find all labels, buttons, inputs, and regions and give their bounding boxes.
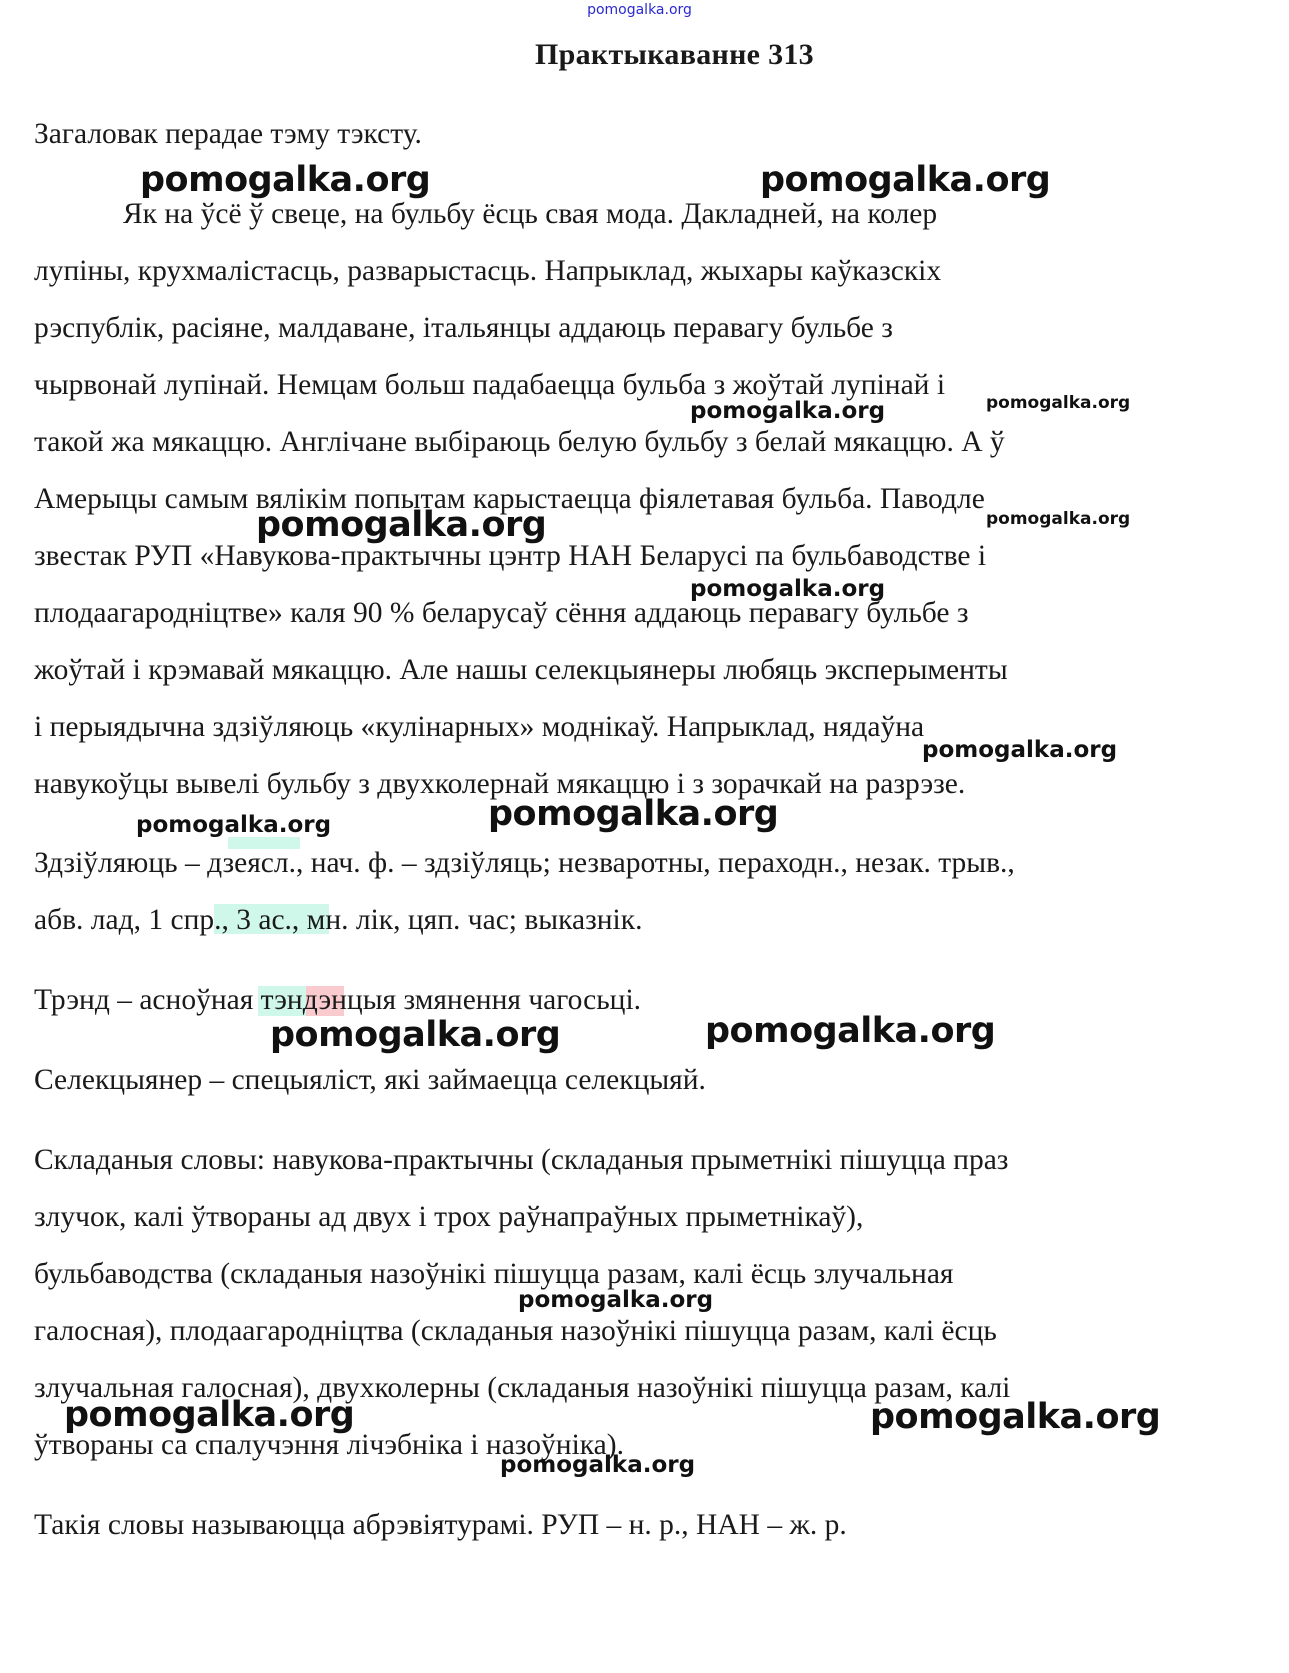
compound-words-line: злучок, калі ўтвораны ад двух і трох раўнапраўных прыметнікаў),	[34, 1201, 864, 1233]
watermark: pomogalka.org	[690, 576, 886, 602]
watermark: pomogalka.org	[986, 393, 1131, 413]
watermark: pomogalka.org	[136, 812, 332, 838]
text-line: чырвонай лупінай. Немцам больш падабаецца бульба з жоўтай лупінай і	[34, 369, 946, 401]
watermark: pomogalka.org	[922, 737, 1118, 763]
watermark: pomogalka.org	[870, 1397, 1161, 1437]
watermark: pomogalka.org	[690, 398, 886, 424]
watermark: pomogalka.org	[488, 794, 779, 834]
text-line: жоўтай і крэмавай мякаццю. Але нашы селекцыянеры любяць эксперыменты	[34, 654, 1008, 686]
watermark: pomogalka.org	[500, 1452, 696, 1478]
compound-words-line: ўтвораны са спалучэння лічэбніка і назоўніка).	[34, 1429, 624, 1461]
text-line: Як на ўсё ў свеце, на бульбу ёсць свая мода. Дакладней, на колер	[123, 198, 938, 230]
abbreviation-line: Такія словы называюцца абрэвіятурамі. РУП – н. р., НАН – ж. р.	[34, 1509, 847, 1541]
compound-words-line: Складаныя словы: навукова-практычны (складаныя прыметнікі пішуцца праз	[34, 1144, 1009, 1176]
definition-line: Селекцыянер – спецыяліст, які займаецца селекцыяй.	[34, 1064, 706, 1096]
text-line: Амерыцы самым вялікім попытам карыстаецца фіялетавая бульба. Паводле	[34, 483, 985, 515]
text-line: рэспублік, расіяне, малдаване, італьянцы аддаюць перавагу бульбе з	[34, 312, 893, 344]
text-line: плодаагародніцтве» каля 90 % беларусаў сёння аддаюць перавагу бульбе з	[34, 597, 969, 629]
compound-words-line: злучальная галосная), двухколерны (складаныя назоўнікі пішуцца разам, калі	[34, 1372, 1011, 1404]
watermark: pomogalka.org	[270, 1015, 561, 1055]
compound-words-line: галосная), плодаагародніцтва (складаныя назоўнікі пішуцца разам, калі ёсць	[34, 1315, 997, 1347]
watermark: pomogalka.org	[64, 1395, 355, 1435]
watermark: pomogalka.org	[760, 160, 1051, 200]
text-line: навукоўцы вывелі бульбу з двухколернай мякаццю і з зорачкай на разрэзе.	[34, 768, 966, 800]
watermark: pomogalka.org	[256, 505, 547, 545]
page-title: Практыкаванне 313	[535, 38, 814, 71]
watermark: pomogalka.org	[986, 509, 1131, 529]
text-line: лупіны, крухмалістасць, разварыстасць. Напрыклад, жыхары каўказскіх	[34, 255, 942, 287]
text-line: і перыядычна здзіўляюць «кулінарных» моднікаў. Напрыклад, нядаўна	[34, 711, 925, 743]
watermark: pomogalka.org	[140, 160, 431, 200]
watermark: pomogalka.org	[705, 1011, 996, 1051]
compound-words-line: бульбаводства (складаныя назоўнікі пішуцца разам, калі ёсць злучальная	[34, 1258, 954, 1290]
site-link[interactable]: pomogalka.org	[587, 2, 692, 18]
text-line: звестак РУП «Навукова-практычны цэнтр НАН Беларусі па бульбаводстве і	[34, 540, 987, 572]
morphology-line: абв. лад, 1 спр., 3 ас., мн. лік, цяп. час; выказнік.	[34, 904, 643, 936]
watermark: pomogalka.org	[518, 1287, 714, 1313]
morphology-line: Здзіўляюць – дзеясл., нач. ф. – здзіўляць; незваротны, пераходн., незак. трыв.,	[34, 847, 1015, 879]
intro-sentence: Загаловак перадае тэму тэксту.	[34, 118, 422, 150]
definition-line: Трэнд – асноўная тэндэнцыя змянення чагосьці.	[34, 984, 642, 1016]
text-line: такой жа мякаццю. Англічане выбіраюць белую бульбу з белай мякаццю. А ў	[34, 426, 1005, 458]
